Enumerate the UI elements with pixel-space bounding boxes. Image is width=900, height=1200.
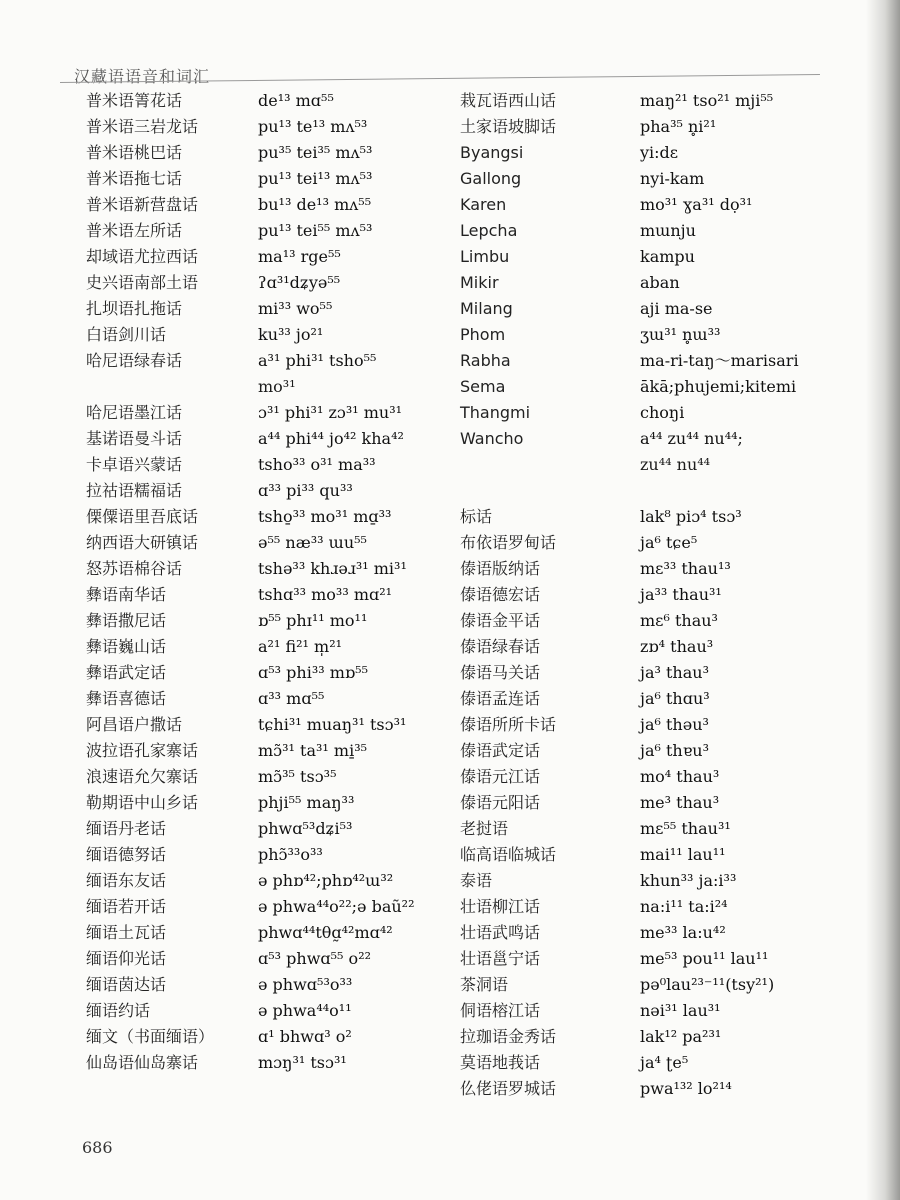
entry-language: 缅语约话 [86,1001,151,1020]
entry-language: 布依语罗甸话 [460,533,557,552]
entry-form: tsho³³ o³¹ ma³³ [258,455,376,474]
entry-row [86,868,446,894]
entry-language: 彝语南华话 [86,585,167,604]
entry-form: phji⁵⁵ maŋ³³ [258,793,355,812]
entry-language: Karen [460,195,507,214]
entry-form: mi³³ wo⁵⁵ [258,299,333,318]
blank-line [460,478,880,504]
entry-row [460,270,880,296]
entry-row [86,920,446,946]
entry-language: 傣语武定话 [460,741,541,760]
entry-row [460,608,880,634]
entry-row [86,816,446,842]
running-header: 汉藏语语音和词汇 [74,67,211,86]
entry-form: nəi³¹ lau³¹ [640,1001,721,1020]
entry-row [86,582,446,608]
entry-row [86,478,446,504]
entry-form: mo⁴ thau³ [640,767,720,786]
entry-form: mɛ⁶ thau³ [640,611,718,630]
entry-form: mɛ⁵⁵ thau³¹ [640,819,731,838]
entry-row [460,1050,880,1076]
entry-row [460,88,880,114]
entry-row [460,894,880,920]
entry-form: phwɑ⁵³dʑi⁵³ [258,819,353,838]
entry-row [86,790,446,816]
entry-form: mɔ̃³¹ ta³¹ mi̱³⁵ [258,741,368,760]
entry-form: ja⁶ tɕe⁵ [640,533,698,552]
entry-row [460,1024,880,1050]
entry-language: 白语剑川话 [86,325,167,344]
entry-form: ja⁶ thɐu³ [640,741,709,760]
entry-row [460,868,880,894]
entry-language: 壮语武鸣话 [460,923,541,942]
entry-form: khun³³ ja:i³³ [640,871,737,890]
entry-form: pu¹³ tei⁵⁵ mʌ⁵³ [258,221,373,240]
entry-language: 勒期语中山乡话 [86,793,199,812]
entry-row [460,738,880,764]
entry-row [86,608,446,634]
entry-form: pə⁰lau²³⁻¹¹(tsy²¹) [640,975,775,994]
entry-row [460,712,880,738]
entry-form: ɔ³¹ phi³¹ zɔ³¹ mu³¹ [258,403,403,422]
entry-row [460,998,880,1024]
entry-language: 傣语版纳话 [460,559,541,578]
entry-row [86,166,446,192]
page-number: 686 [82,1138,113,1157]
entry-form: mɔŋ³¹ tsɔ³¹ [258,1053,347,1072]
entry-row [86,140,446,166]
entry-form: lak⁸ piɔ⁴ tsɔ³ [640,507,742,526]
entry-language: 泰语 [460,871,493,890]
entry-language: Gallong [460,169,522,188]
entry-language: 彝语撒尼话 [86,611,167,630]
entry-form: phwɑ⁴⁴tθɑ̰⁴²mɑ⁴² [258,923,393,942]
entry-language: 傣语元江话 [460,767,541,786]
entry-form: ja³³ thau³¹ [640,585,722,604]
entry-row [460,296,880,322]
entry-language: 老挝语 [460,819,509,838]
entry-language: 卡卓语兴蒙话 [86,455,183,474]
entry-language: 拉祜语糯福话 [86,481,183,500]
entry-form: aji ma-se [640,299,713,318]
entry-row [86,946,446,972]
entry-form: me³ thau³ [640,793,720,812]
entry-form: a⁴⁴ phi⁴⁴ jo⁴² kha⁴² [258,429,404,448]
entry-language: 缅语仰光话 [86,949,167,968]
entry-language: Thangmi [460,403,531,422]
entry-form: na:i¹¹ ta:i²⁴ [640,897,728,916]
entry-language: Lepcha [460,221,518,240]
entry-row [86,426,446,452]
entry-row [460,166,880,192]
entry-form: mɔ̃³⁵ tsɔ³⁵ [258,767,337,786]
entry-language: 临高语临城话 [460,845,557,864]
entry-language: 哈尼语墨江话 [86,403,183,422]
entry-language: 彝语武定话 [86,663,167,682]
entry-form: kampu [640,247,695,266]
entry-form: tshɑ³³ mo³³ mɑ²¹ [258,585,393,604]
entry-form: mai¹¹ lau¹¹ [640,845,726,864]
entry-language: 茶洞语 [460,975,509,994]
entry-language: Limbu [460,247,510,266]
entry-language: 壮语柳江话 [460,897,541,916]
entry-row [460,842,880,868]
entry-form: ma-ri-taŋ～marisari [640,351,799,370]
entry-row [460,374,880,400]
right-column [460,88,880,1102]
entry-language: 纳西语大研镇话 [86,533,199,552]
entry-row [86,452,446,478]
entry-language: 傣语绿春话 [460,637,541,656]
entry-language: 傣语所所卡话 [460,715,557,734]
entry-form: maŋ²¹ tso²¹ mji⁵⁵ [640,91,774,110]
entry-language: Rabha [460,351,511,370]
entry-language: Sema [460,377,506,396]
entry-form: tsho̱³³ mo³¹ mɑ̱³³ [258,507,392,526]
entry-row [460,634,880,660]
entry-row [86,556,446,582]
entry-language: 傣语孟连话 [460,689,541,708]
entry-language: 土家语坡脚话 [460,117,557,136]
entry-language: 栽瓦语西山话 [460,91,557,110]
entry-language: 傈僳语里吾底话 [86,507,199,526]
entry-language: 怒苏语棉谷话 [86,559,183,578]
entry-form: ɒ⁵⁵ phɪ¹¹ mo¹¹ [258,611,368,630]
entry-form: pu¹³ te¹³ mʌ⁵³ [258,117,368,136]
entry-form: tshə³³ khɹəɹ³¹ mi³¹ [258,559,407,578]
entry-language: 普米语左所话 [86,221,183,240]
entry-language: 却域语尤拉西话 [86,247,199,266]
entry-form: a³¹ phi³¹ tsho⁵⁵ [258,351,377,370]
entry-form: mo³¹ ɣa³¹ dọ³¹ [640,195,753,214]
entry-form: de¹³ mɑ⁵⁵ [258,91,334,110]
entry-row [86,322,446,348]
entry-row [460,426,880,452]
entry-row [86,348,446,374]
entry-form: ə phɒ⁴²;phɒ⁴²ɯ³² [258,871,394,890]
entry-row [86,270,446,296]
entry-form: ə phwa⁴⁴o¹¹ [258,1001,352,1020]
entry-language: 哈尼语绿春话 [86,351,183,370]
entry-form: pwa¹³² lo²¹⁴ [640,1079,732,1098]
entry-form: mo³¹ [258,377,296,396]
entry-language: Byangsi [460,143,524,162]
entry-row [86,972,446,998]
entry-language: 普米语三岩龙话 [86,117,199,136]
entry-language: 基诺语曼斗话 [86,429,183,448]
entry-language: 傣语金平话 [460,611,541,630]
entry-row [86,738,446,764]
entry-form: mɯnju [640,221,696,240]
entry-form: nyi-kam [640,169,705,188]
entry-form: ɑ³³ pi³³ qu³³ [258,481,353,500]
entry-row [460,322,880,348]
entry-row [86,504,446,530]
entry-form: ākā;phujemi;kitemi [640,377,797,396]
entry-form: ə⁵⁵ næ³³ ɯu⁵⁵ [258,533,367,552]
entry-row [86,296,446,322]
entry-language: 傣语马关话 [460,663,541,682]
entry-row [460,790,880,816]
entry-row [460,764,880,790]
entry-form: zu⁴⁴ nu⁴⁴ [640,455,711,474]
entry-language: 阿昌语户撒话 [86,715,183,734]
entry-language: 仫佬语罗城话 [460,1079,557,1098]
entry-language: 傣语元阳话 [460,793,541,812]
entry-form: ja³ thau³ [640,663,709,682]
entry-language: 扎坝语扎拖话 [86,299,183,318]
entry-continuation [86,374,446,400]
entry-language: 普米语箐花话 [86,91,183,110]
entry-row [460,348,880,374]
entry-language: 缅语丹老话 [86,819,167,838]
entry-row [460,400,880,426]
entry-language: Phom [460,325,506,344]
entry-form: lak¹² pa²³¹ [640,1027,722,1046]
entry-row [86,712,446,738]
entry-language: 缅语东友话 [86,871,167,890]
entry-language: Mikir [460,273,499,292]
entry-continuation [460,452,880,478]
entry-row [86,114,446,140]
entry-form: choŋi [640,403,685,422]
entry-form: me⁵³ pou¹¹ lau¹¹ [640,949,769,968]
entry-form: ɑ⁵³ phwɑ⁵⁵ o²² [258,949,372,968]
entry-language: 普米语桃巴话 [86,143,183,162]
entry-language: Milang [460,299,513,318]
entry-row [460,192,880,218]
entry-language: 普米语新营盘话 [86,195,199,214]
entry-row [460,1076,880,1102]
entry-row [460,946,880,972]
entry-row [460,920,880,946]
entry-row [86,192,446,218]
entry-language: 莫语地莪话 [460,1053,541,1072]
entry-form: ma¹³ rge⁵⁵ [258,247,341,266]
entry-form: bu¹³ de¹³ mʌ⁵⁵ [258,195,372,214]
left-column [86,88,446,1076]
entry-row [460,686,880,712]
entry-form: ja⁶ thəu³ [640,715,709,734]
entry-language: 波拉语孔家寨话 [86,741,199,760]
entry-row [460,114,880,140]
entry-language: 普米语拖七话 [86,169,183,188]
entry-language: 仙岛语仙岛寨话 [86,1053,199,1072]
entry-form: ʒɯ³¹ n̥ɯ³³ [640,325,721,344]
entry-form: ə phwa⁴⁴o²²;ə baũ²² [258,897,415,916]
entry-row [86,842,446,868]
entry-language: 壮语邕宁话 [460,949,541,968]
entry-row [460,504,880,530]
entry-form: ku³³ jo²¹ [258,325,324,344]
entry-form: ʔɑ³¹dʑyə⁵⁵ [258,273,341,292]
entry-row [86,1050,446,1076]
entry-language: 缅语土瓦话 [86,923,167,942]
entry-row [460,244,880,270]
entry-row [86,660,446,686]
entry-language: 标话 [460,507,493,526]
entry-row [86,764,446,790]
entry-row [86,1024,446,1050]
entry-row [86,894,446,920]
entry-row [86,530,446,556]
entry-row [86,686,446,712]
entry-form: me³³ la:u⁴² [640,923,726,942]
entry-language: 缅文（书面缅语） [86,1027,215,1046]
entry-language: 浪速语允欠寨话 [86,767,199,786]
entry-form: a⁴⁴ zu⁴⁴ nu⁴⁴; [640,429,743,448]
entry-language: 缅语茵达话 [86,975,167,994]
entry-form: ja⁴ ʈe⁵ [640,1053,689,1072]
entry-row [460,218,880,244]
entry-row [86,88,446,114]
entry-row [86,400,446,426]
entry-form: phɔ̃³³o³³ [258,845,323,864]
entry-language: Wancho [460,429,524,448]
entry-row [460,530,880,556]
entry-form: pu³⁵ tei³⁵ mʌ⁵³ [258,143,373,162]
entry-form: mɛ³³ thau¹³ [640,559,731,578]
entry-form: ɑ³³ mɑ⁵⁵ [258,689,325,708]
entry-row [460,582,880,608]
entry-form: aban [640,273,680,292]
entry-form: ə phwɑ⁵³o³³ [258,975,353,994]
entry-form: pu¹³ tei¹³ mʌ⁵³ [258,169,373,188]
entry-form: tɕhi³¹ muaŋ³¹ tsɔ³¹ [258,715,407,734]
entry-row [86,244,446,270]
entry-row [460,140,880,166]
entry-form: a²¹ fi²¹ m̩²¹ [258,637,343,656]
entry-language: 彝语喜德话 [86,689,167,708]
entry-row [460,660,880,686]
entry-language: 彝语巍山话 [86,637,167,656]
entry-row [460,556,880,582]
entry-row [86,998,446,1024]
entry-form: yi:dɛ [640,143,679,162]
entry-form: ɑ¹ bhwɑ³ o² [258,1027,352,1046]
entry-form: ja⁶ thɑu³ [640,689,710,708]
entry-form: ɑ⁵³ phi³³ mɒ⁵⁵ [258,663,368,682]
entry-row [460,816,880,842]
entry-language: 傣语德宏话 [460,585,541,604]
entry-language: 史兴语南部土语 [86,273,199,292]
entry-form: zɒ⁴ thau³ [640,637,714,656]
entry-row [86,634,446,660]
entry-row [460,972,880,998]
entry-language: 拉珈语金秀话 [460,1027,557,1046]
entry-language: 侗语榕江话 [460,1001,541,1020]
entry-language: 缅语德努话 [86,845,167,864]
entry-language: 缅语若开话 [86,897,167,916]
entry-form: pha³⁵ n̥i²¹ [640,117,717,136]
entry-row [86,218,446,244]
